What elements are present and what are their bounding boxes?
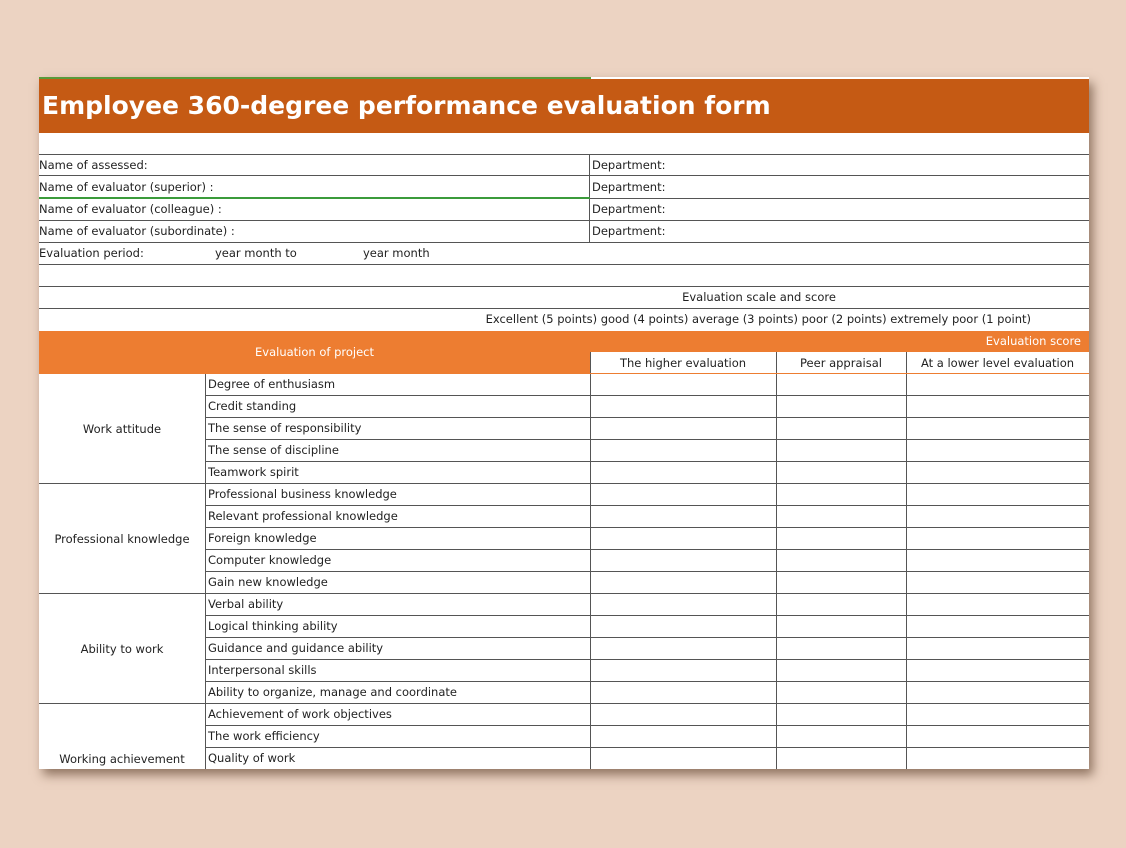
info-row-superior [39, 177, 1089, 199]
evaluation-item[interactable]: Computer knowledge [208, 553, 332, 567]
evaluation-item[interactable]: Professional business knowledge [208, 487, 397, 501]
evaluation-item[interactable]: The sense of responsibility [208, 421, 362, 435]
info-row-assessed [39, 154, 1089, 176]
period-from[interactable]: year month to [215, 246, 297, 260]
cell-divider [589, 199, 590, 221]
evaluation-item[interactable]: Quality of work [208, 751, 296, 765]
column-header-lower[interactable]: At a lower level evaluation [906, 352, 1089, 374]
cell-divider [589, 177, 590, 199]
scale-title[interactable]: Evaluation scale and score [682, 290, 836, 304]
period-label[interactable]: Evaluation period: [39, 246, 144, 260]
evaluation-item[interactable]: Ability to organize, manage and coordinate [208, 685, 457, 699]
column-line [906, 374, 907, 769]
evaluation-item[interactable]: Logical thinking ability [208, 619, 338, 633]
evaluation-item[interactable]: The work efficiency [208, 729, 320, 743]
project-header[interactable]: Evaluation of project [39, 331, 590, 374]
category-label[interactable]: Working achievement [59, 752, 185, 766]
evaluation-item[interactable]: Interpersonal skills [208, 663, 317, 677]
header-divider [590, 352, 591, 374]
table-top-line [39, 373, 1089, 374]
category-label[interactable]: Professional knowledge [54, 532, 190, 546]
evaluation-item[interactable]: Guidance and guidance ability [208, 641, 384, 655]
spreadsheet-sheet [39, 77, 1089, 769]
department-label[interactable]: Department: [592, 202, 666, 216]
period-to[interactable]: year month [363, 246, 430, 260]
column-line [205, 374, 206, 769]
score-header[interactable]: Evaluation score [590, 331, 1089, 352]
evaluation-period-row [39, 243, 1089, 265]
evaluation-item[interactable]: Verbal ability [208, 597, 284, 611]
column-line [776, 374, 777, 769]
form-title: Employee 360-degree performance evaluation form [39, 79, 1089, 133]
cell-divider [589, 155, 590, 177]
blank-row [39, 265, 1089, 287]
category-label[interactable]: Work attitude [82, 422, 162, 436]
evaluation-item[interactable]: Teamwork spirit [208, 465, 299, 479]
department-label[interactable]: Department: [592, 180, 666, 194]
evaluation-item[interactable]: Foreign knowledge [208, 531, 317, 545]
department-label[interactable]: Department: [592, 224, 666, 238]
info-label[interactable]: Name of evaluator (colleague) : [39, 202, 222, 216]
info-label[interactable]: Name of assessed: [39, 158, 148, 172]
column-header-peer[interactable]: Peer appraisal [776, 352, 906, 374]
info-row-colleague [39, 199, 1089, 221]
header-divider [776, 352, 777, 374]
evaluation-item[interactable]: The sense of discipline [208, 443, 339, 457]
evaluation-item[interactable]: Credit standing [208, 399, 297, 413]
evaluation-item[interactable]: Degree of enthusiasm [208, 377, 336, 391]
header-divider [906, 352, 907, 374]
cell-divider [589, 221, 590, 243]
column-line [590, 374, 591, 769]
info-row-subordinate [39, 221, 1089, 243]
info-label[interactable]: Name of evaluator (superior) : [39, 180, 214, 194]
scale-title-row [39, 287, 1089, 309]
category-label[interactable]: Ability to work [80, 642, 164, 656]
department-label[interactable]: Department: [592, 158, 666, 172]
evaluation-item[interactable]: Achievement of work objectives [208, 707, 392, 721]
column-header-higher[interactable]: The higher evaluation [590, 352, 776, 374]
scale-text[interactable]: Excellent (5 points) good (4 points) average (3 points) poor (2 points) extremely poor (1 point) [485, 312, 1031, 326]
info-label[interactable]: Name of evaluator (subordinate) : [39, 224, 235, 238]
evaluation-item[interactable]: Relevant professional knowledge [208, 509, 398, 523]
scale-row [39, 309, 1089, 331]
evaluation-item[interactable]: Gain new knowledge [208, 575, 328, 589]
